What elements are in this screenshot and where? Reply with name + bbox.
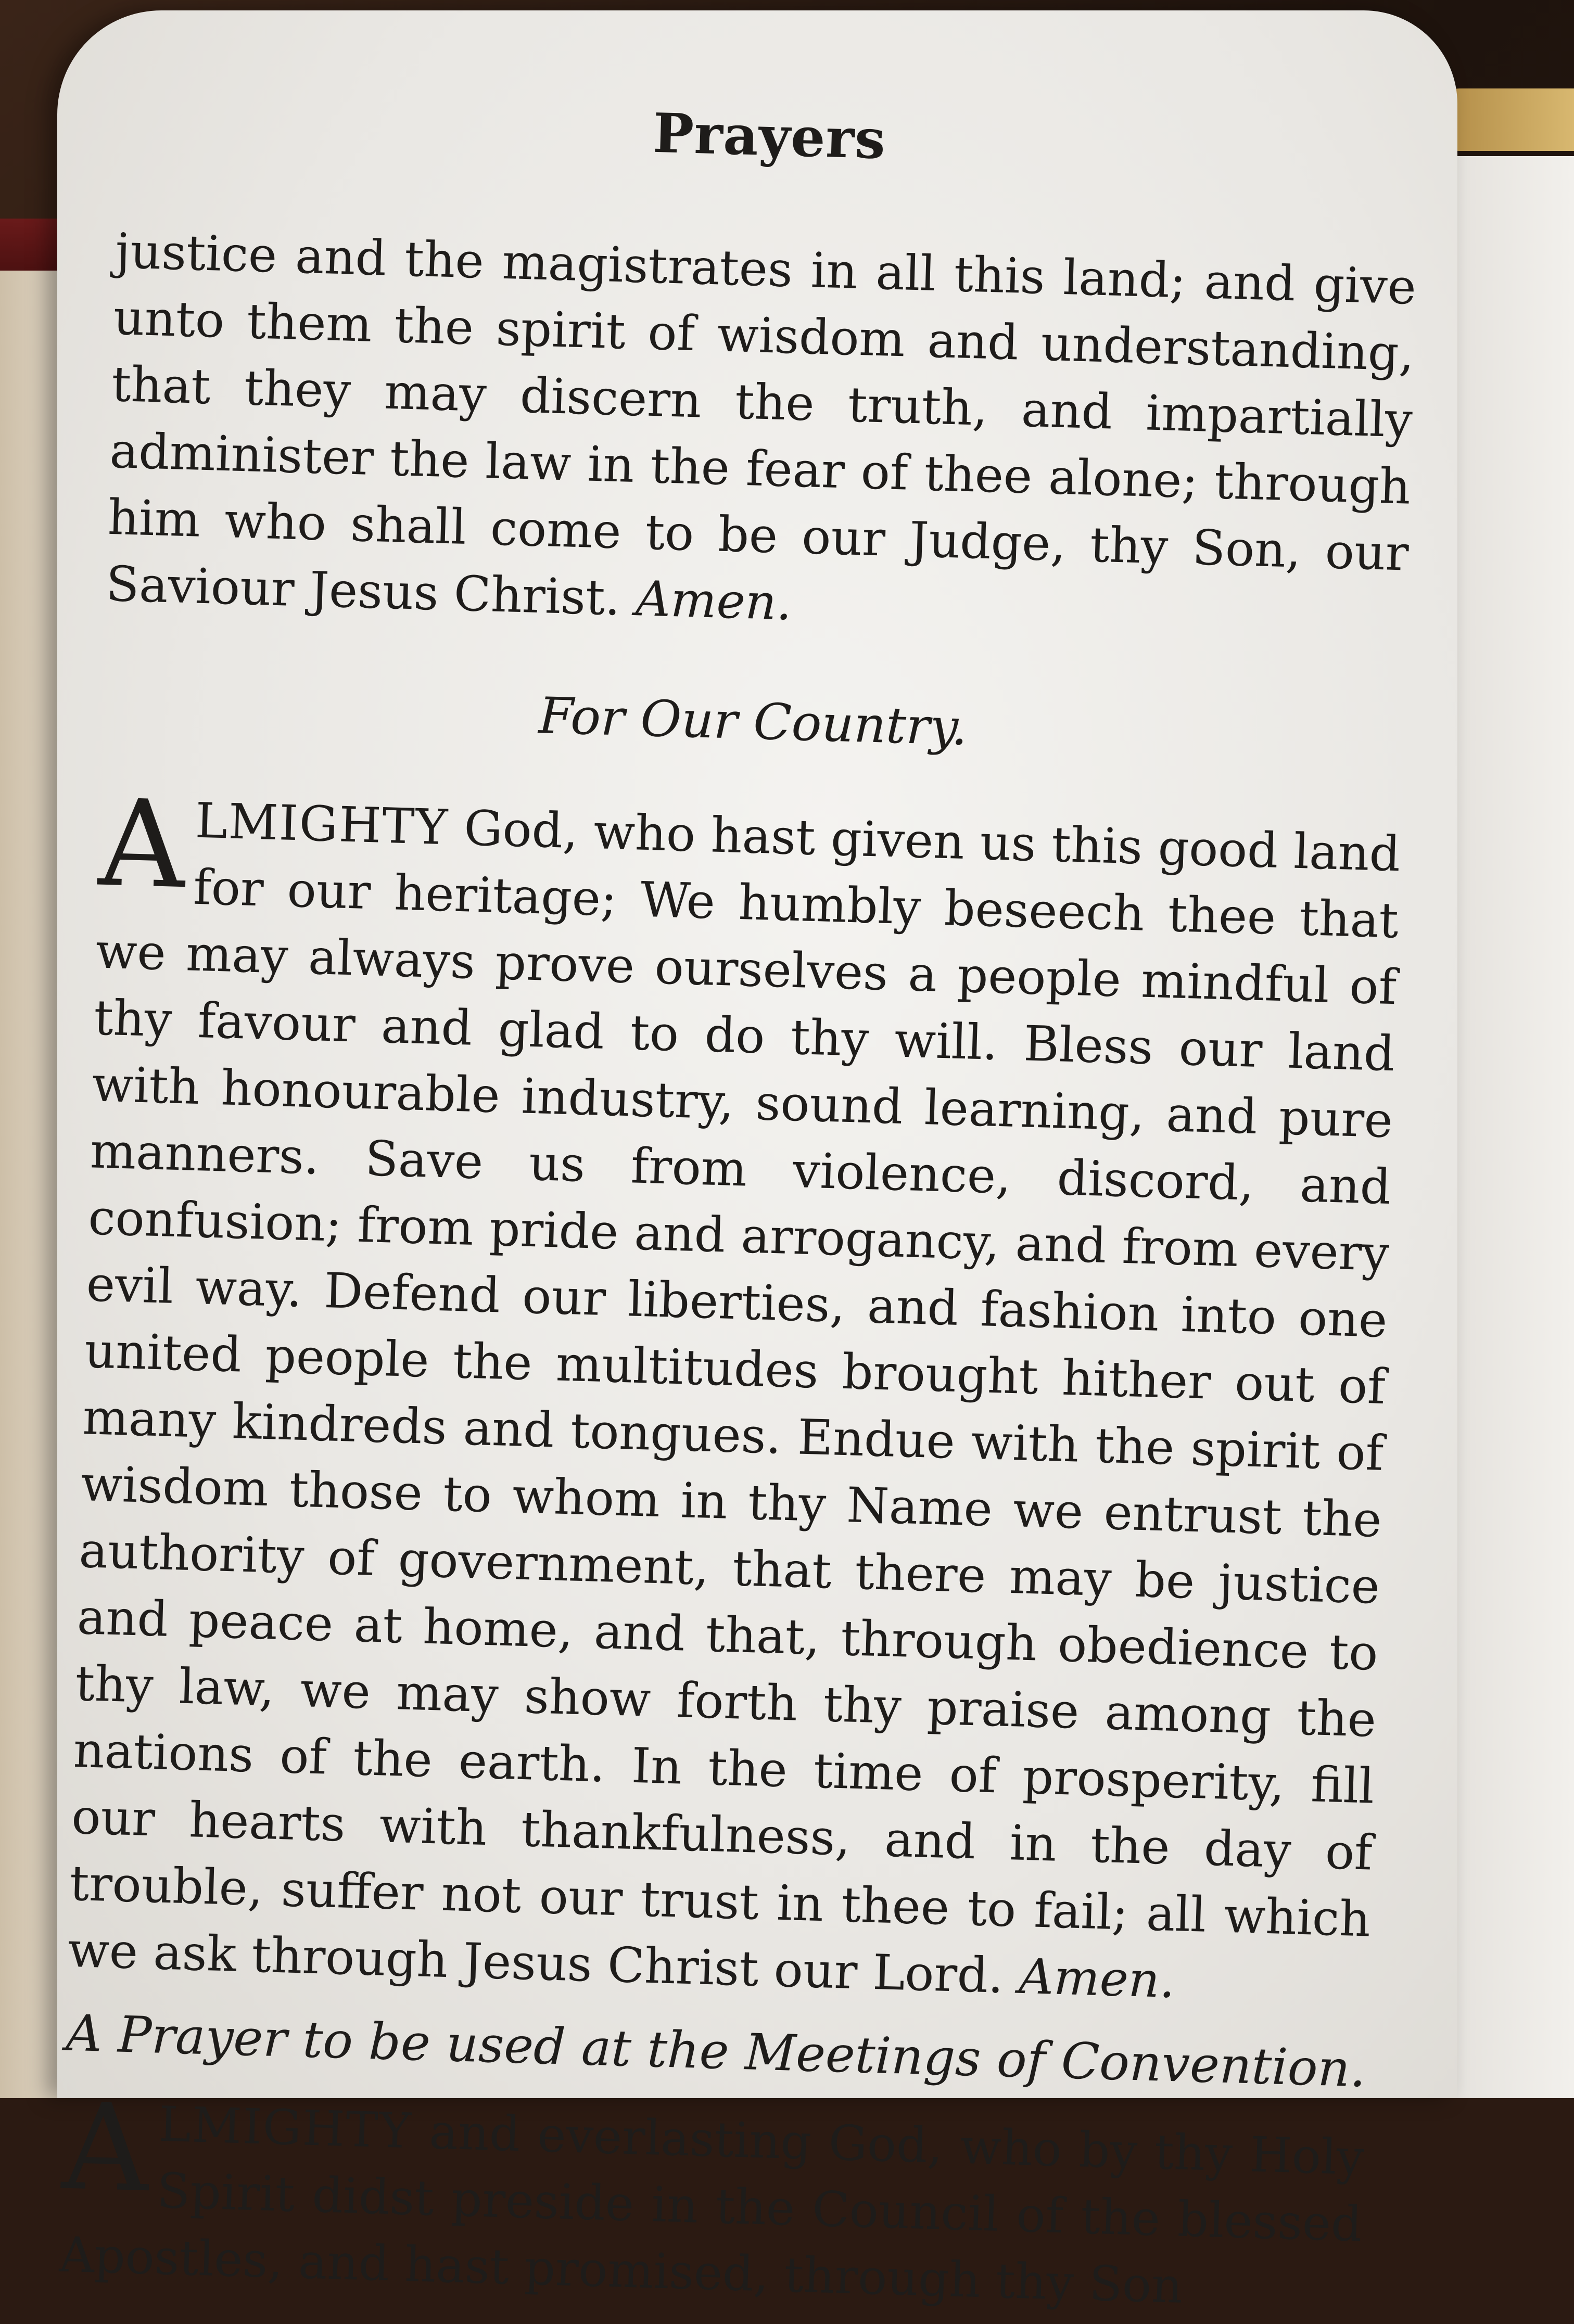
facing-page-right — [1444, 156, 1574, 2098]
continued-prayer — [105, 218, 1417, 654]
running-head: Prayers — [652, 100, 887, 172]
country-prayer-amen: Amen. — [1018, 1948, 1176, 2009]
convention-prayer-opening-caps: LMIGHTY — [158, 2096, 413, 2160]
gilt-page-edge — [1439, 88, 1574, 151]
convention-prayer-drop-cap: A — [60, 2077, 151, 2219]
country-prayer — [67, 774, 1401, 2020]
country-prayer-drop-cap: A — [97, 774, 187, 916]
convention-prayer-text: and everlasting God, who by thy Holy Spirit didst preside in the Council of the blessed Apostles, and hast promised, through thy Son — [58, 2103, 1365, 2314]
country-prayer-opening-caps: LMIGHTY — [194, 792, 450, 856]
convention-prayer-title: A Prayer to be used at the Meetings of Convention. — [65, 2003, 1367, 2099]
book-page — [57, 10, 1457, 2314]
page-content — [58, 86, 1421, 2314]
convention-prayer — [58, 2077, 1365, 2324]
continued-prayer-amen: Amen. — [634, 570, 793, 631]
country-prayer-title: For Our Country. — [538, 686, 969, 757]
continued-prayer-text: justice and the magistrates in all this land; and give unto them the spirit of wisdom and understanding, that they may discern the truth, and impartially administer the law in the fear of thee alone; through him who shall come to be our Judge, thy Son, our Saviour Jesus Christ. — [105, 222, 1417, 627]
country-prayer-text: God, who hast given us this good land for our heritage; We humbly beseech thee that we may always prove ourselves a people mindful of thy favour and glad to do thy will. Bless our land with honourable industry, sound learning, and pure manners. Save us from violence, discord, and confusion; from pride and arrogancy, and from every evil way. Defend our liberties, and fashion into one united people the multitudes brought hither out of many kindreds and tongues. Endue with the spirit of wisdom those to whom in thy Name we entrust the authority of government, that there may be justice and peace at home, and that, through obedience to thy law, we may show forth thy praise among the nations of the earth. In the time of prosperity, fill our hearts with thankfulness, and in the day of trouble, suffer not our trust in thee to fail; all which we ask through Jesus Christ our Lord. — [67, 799, 1401, 2004]
